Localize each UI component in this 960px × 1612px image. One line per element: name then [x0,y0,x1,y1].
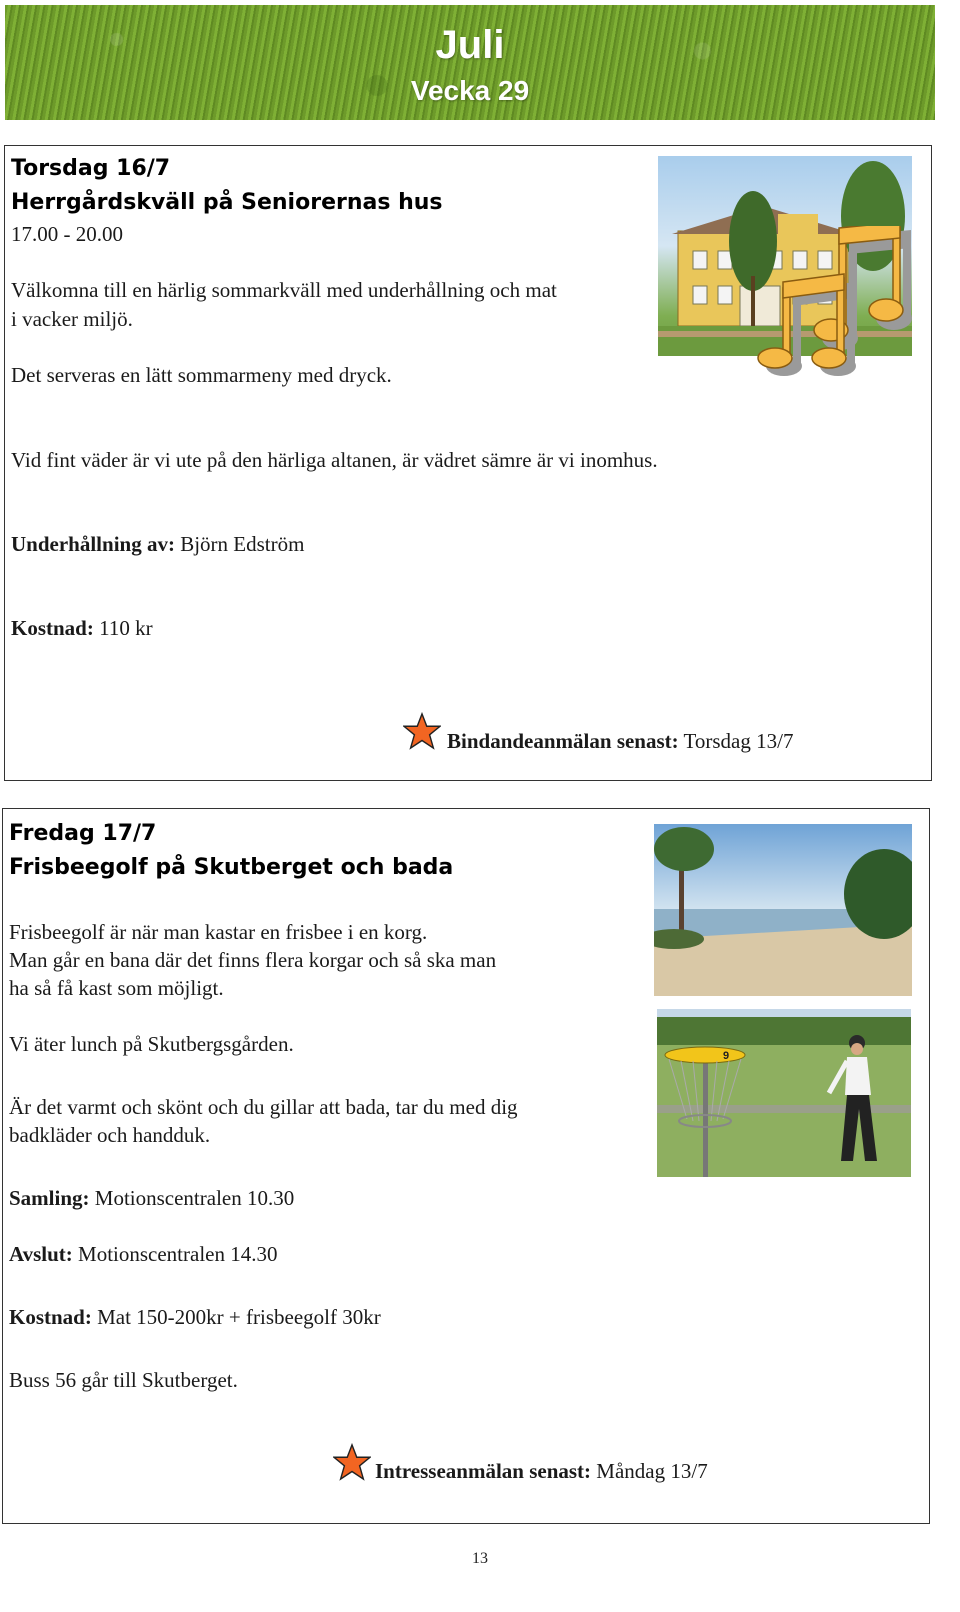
event-desc-line3: ha så få kast som möjligt. [9,976,224,1000]
event-desc-line1: Frisbeegolf är när man kastar en frisbee i en korg. [9,920,428,944]
beach-photo [654,824,912,996]
deadline-label: Intresseanmälan senast: [375,1459,592,1483]
entertainment-value: Björn Edström [180,532,305,556]
event-box-thursday [4,145,932,781]
event-swim-line2: badkläder och handduk. [9,1123,211,1147]
event-menu-text: Det serveras en lätt sommarmeny med dryck. [11,363,392,387]
gather-line [9,1184,294,1212]
cost-line [9,1303,381,1331]
cost-line [11,614,153,642]
event-intro-line2: i vacker miljö. [11,307,133,331]
end-label: Avslut: [9,1242,73,1266]
page-number: 13 [472,1550,488,1567]
basket-number: 9 [723,1050,730,1062]
event-lunch-text: Vi äter lunch på Skutbergsgården. [9,1032,294,1056]
event-swim-line1: Är det varmt och skönt och du gillar att bada, tar du med dig [9,1095,518,1119]
event-time: 17.00 - 20.00 [11,222,123,246]
cost-value: 110 kr [99,616,153,640]
event-box-friday [2,808,930,1524]
cost-label: Kostnad: [9,1305,92,1329]
star-icon [333,1443,371,1481]
header-banner [5,5,935,120]
deadline-line [447,727,793,755]
deadline-value: Torsdag 13/7 [683,729,794,753]
deadline-value: Måndag 13/7 [596,1459,708,1483]
week-subtitle: Vecka 29 [410,75,530,106]
cost-value: Mat 150-200kr + frisbeegolf 30kr [97,1305,381,1329]
event-intro-line1: Välkomna till en härlig sommarkväll med underhållning och mat [11,278,557,302]
entertainment-label: Underhållning av: [11,532,175,556]
entertainment-line [11,530,304,558]
end-line [9,1240,278,1268]
month-title: Juli [435,23,505,67]
music-notes-icon [738,226,913,376]
star-icon [403,712,441,750]
event-desc-line2: Man går en bana där det finns flera korgar och så ska man [9,948,497,972]
cost-label: Kostnad: [11,616,94,640]
event-day: Fredag 17/7 [9,821,157,846]
gather-value: Motionscentralen 10.30 [94,1186,295,1210]
deadline-label: Bindandeanmälan senast: [447,729,679,753]
frisbee-golf-photo [657,1009,911,1177]
event-title: Herrgårdskväll på Seniorernas hus [11,190,443,215]
event-weather-text: Vid fint väder är vi ute på den härliga altanen, är vädret sämre är vi inomhus. [11,448,658,472]
event-day: Torsdag 16/7 [11,156,171,181]
gather-label: Samling: [9,1186,90,1210]
end-value: Motionscentralen 14.30 [78,1242,278,1266]
deadline-line [375,1457,708,1485]
bus-text: Buss 56 går till Skutberget. [9,1368,238,1392]
event-title: Frisbeegolf på Skutberget och bada [9,855,454,880]
